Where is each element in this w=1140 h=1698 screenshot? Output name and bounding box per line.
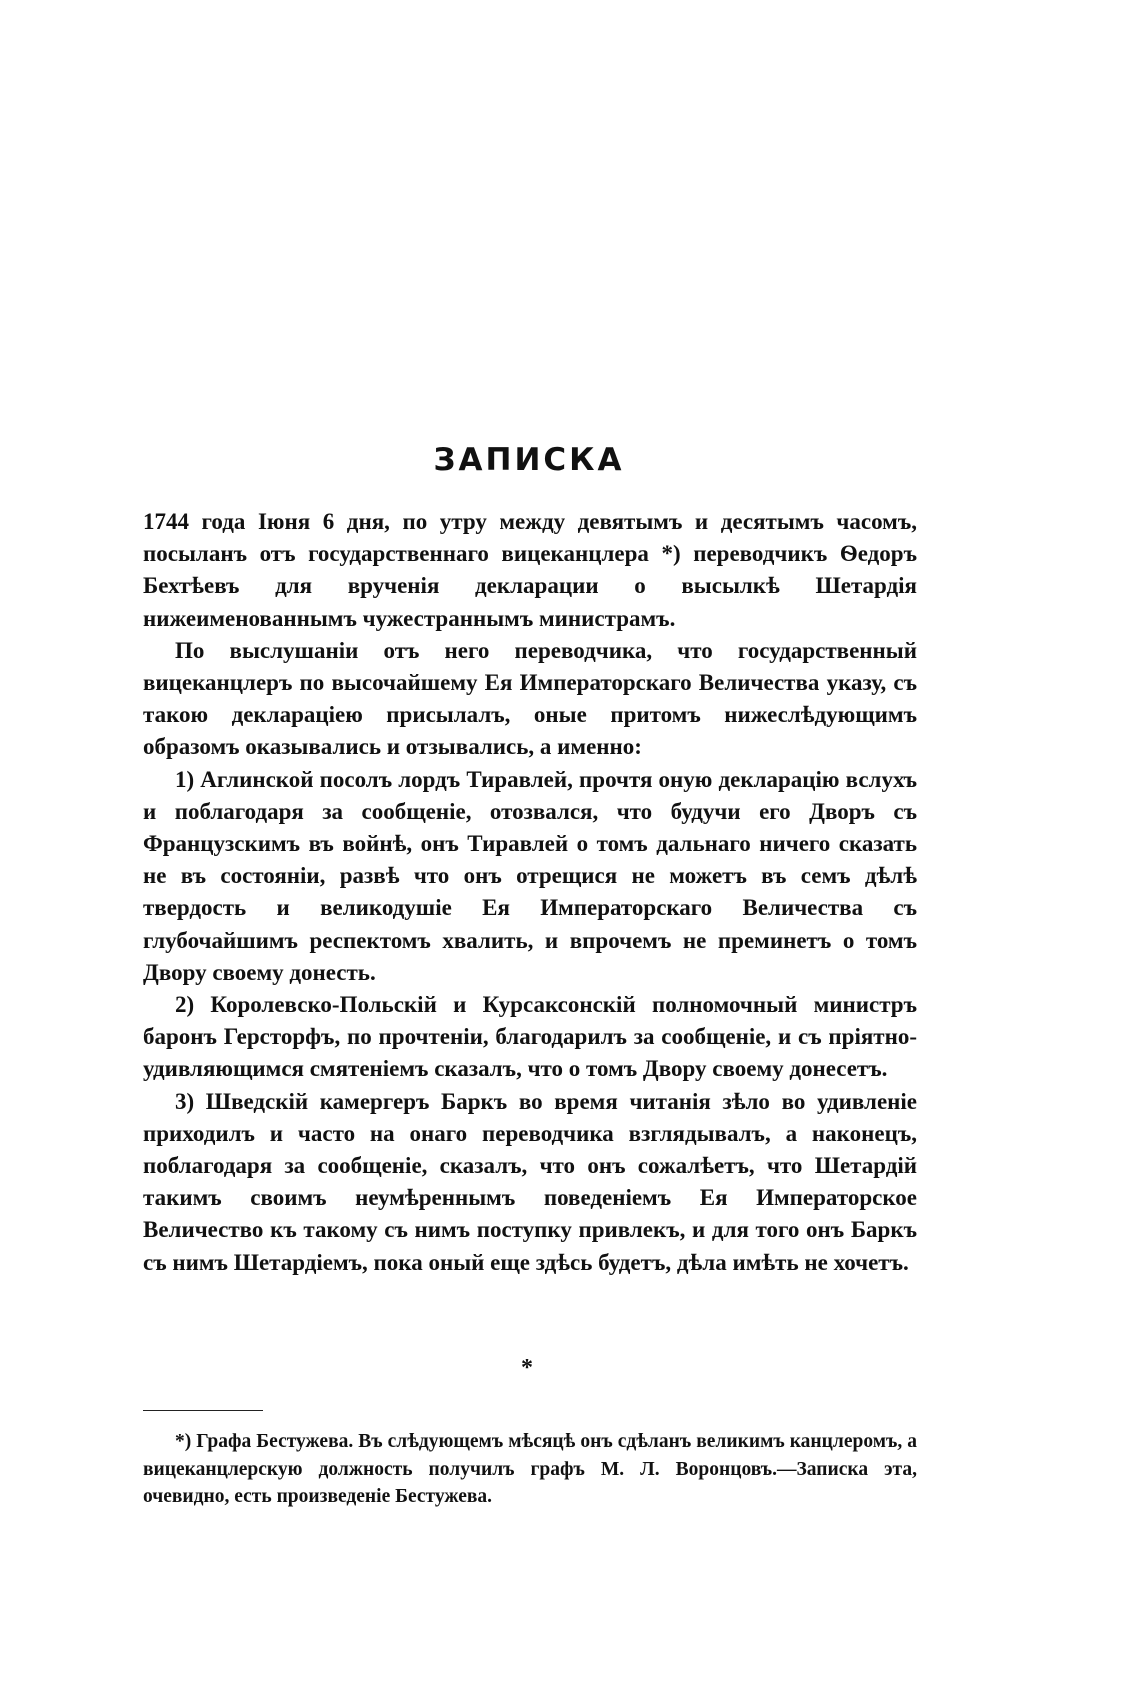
paragraph-intro: 1744 года Іюня 6 дня, по утру между девятымъ и десятымъ часомъ, посыланъ отъ государственнаго вицеканцлера *) переводчикъ Ѳедоръ Бехтѣевъ для врученія декларации о высылкѣ Шетардія нижеименованнымъ чужестраннымъ министрамъ. [143, 509, 917, 631]
paragraph-item-2: 2) Королевско-Польскій и Курсаксонскій полномочный министръ баронъ Герсторфъ, по прочтеніи, благодарилъ за сообщеніе, и съ пріятно-удивляющимся смятеніемъ сказалъ, что о томъ Двору своему донесетъ. [143, 992, 917, 1082]
paragraph-context: По выслушаніи отъ него переводчика, что государственный вицеканцлеръ по высочайшему Ея Императорскаго Величества указу, съ такою декларацiею присылалъ, оные притомъ нижеслѣдующимъ образомъ оказывались и отзывались, а именно: [143, 637, 917, 760]
footnote-divider [143, 1410, 263, 1411]
footnote: *) Графа Бестужева. Въ слѣдующемъ мѣсяцѣ онъ сдѣланъ великимъ канцлеромъ, а вицеканцлерскую должность получилъ графъ М. Л. Воронцовъ.—Записка эта, очевидно, есть произведеніе Бестужева. [143, 1431, 917, 1507]
document-body [143, 506, 917, 1279]
document-title: ЗАПИСКА [433, 442, 625, 478]
paragraph-item-3: 3) Шведскій камергеръ Баркъ во время читанія зѣло во удивленіе приходилъ и часто на онаго переводчика взглядывалъ, а наконецъ, поблагодаря за сообщеніе, сказалъ, что онъ сожалѣетъ, что Шетардій такимъ своимъ неумѣреннымъ поведеніемъ Ея Императорское Величество къ такому съ нимъ поступку привлекъ, и для того онъ Баркъ съ нимъ Шетардіемъ, пока оный еще здѣсь будетъ, дѣла имѣть не хочетъ. [143, 1088, 917, 1275]
section-separator-asterisk: * [521, 1355, 533, 1381]
paragraph-item-1: 1) Аглинской посолъ лордъ Тиравлей, прочтя оную декларацію вслухъ и поблагодаря за сообщеніе, отозвался, что будучи его Дворъ съ Французскимъ въ войнѣ, онъ Тиравлей о томъ дальнаго ничего сказать не въ состояніи, развѣ что онъ отрещися не можетъ въ семъ дѣлѣ твердость и великодушіе Ея Императорскаго Величества съ глубочайшимъ респектомъ хвалить, и впрочемъ не преминетъ о томъ Двору своему донесть. [143, 766, 917, 985]
